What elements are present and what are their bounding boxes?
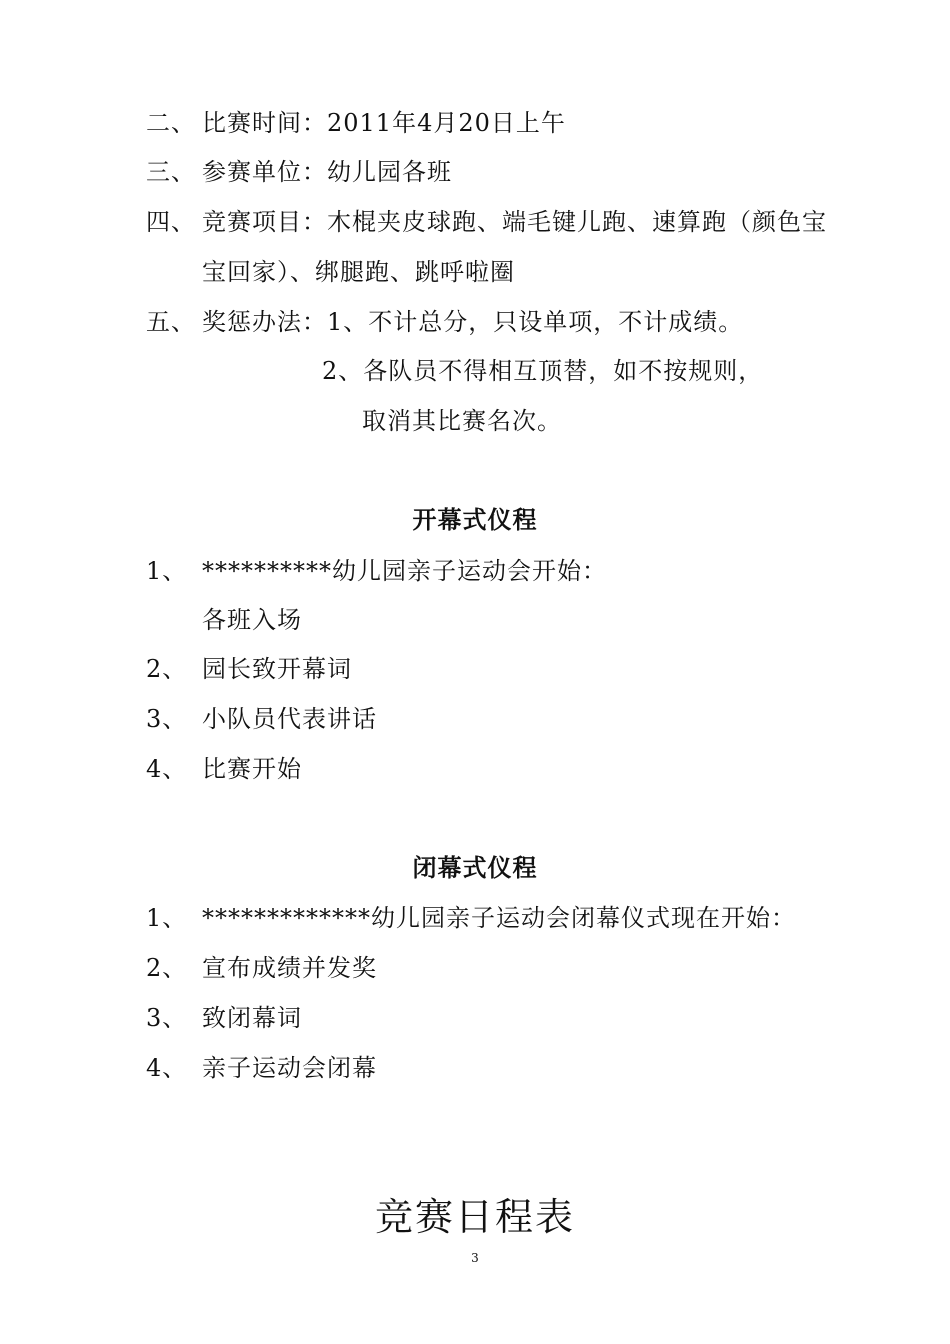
rule-text: 参赛单位：幼儿园各班 [202,158,452,186]
rule-continuation: 2、各队员不得相互顶替，如不按规则， [322,357,764,385]
item-number: 2、 [146,954,188,982]
item-text: 亲子运动会闭幕 [202,1054,377,1082]
page-number: 3 [471,1251,479,1265]
opening-title: 开幕式仪程 [412,506,538,534]
item-number: 2、 [146,655,188,683]
schedule-title: 竞赛日程表 [374,1195,575,1239]
item-text: **********幼儿园亲子运动会开始： [202,557,607,585]
item-number: 1、 [146,557,188,585]
item-number: 1、 [146,904,188,932]
rule-number: 二、 [146,109,196,137]
item-number: 4、 [146,755,188,783]
rule-continuation: 取消其比赛名次。 [362,407,562,435]
rule-number: 五、 [146,308,196,336]
rule-text: 比赛时间：2011年4月20日上午 [202,109,566,137]
rule-number: 四、 [146,208,196,236]
item-number: 3、 [146,705,188,733]
item-text: 比赛开始 [202,755,302,783]
rule-text: 竞赛项目：木棍夹皮球跑、端毛键儿跑、速算跑（颜色宝 [202,208,827,236]
item-number: 3、 [146,1004,188,1032]
rule-number: 三、 [146,158,196,186]
item-text: 小队员代表讲话 [202,705,377,733]
item-number: 4、 [146,1054,188,1082]
item-text: 园长致开幕词 [202,655,352,683]
item-text: 宣布成绩并发奖 [202,954,377,982]
item-text: *************幼儿园亲子运动会闭幕仪式现在开始： [202,904,796,932]
closing-title: 闭幕式仪程 [412,854,538,882]
item-text: 致闭幕词 [202,1004,302,1032]
item-text: 各班入场 [202,606,302,634]
rule-text: 奖惩办法：1、不计总分，只设单项，不计成绩。 [202,308,744,336]
rule-text: 宝回家）、绑腿跑、跳呼啦圈 [202,258,515,286]
